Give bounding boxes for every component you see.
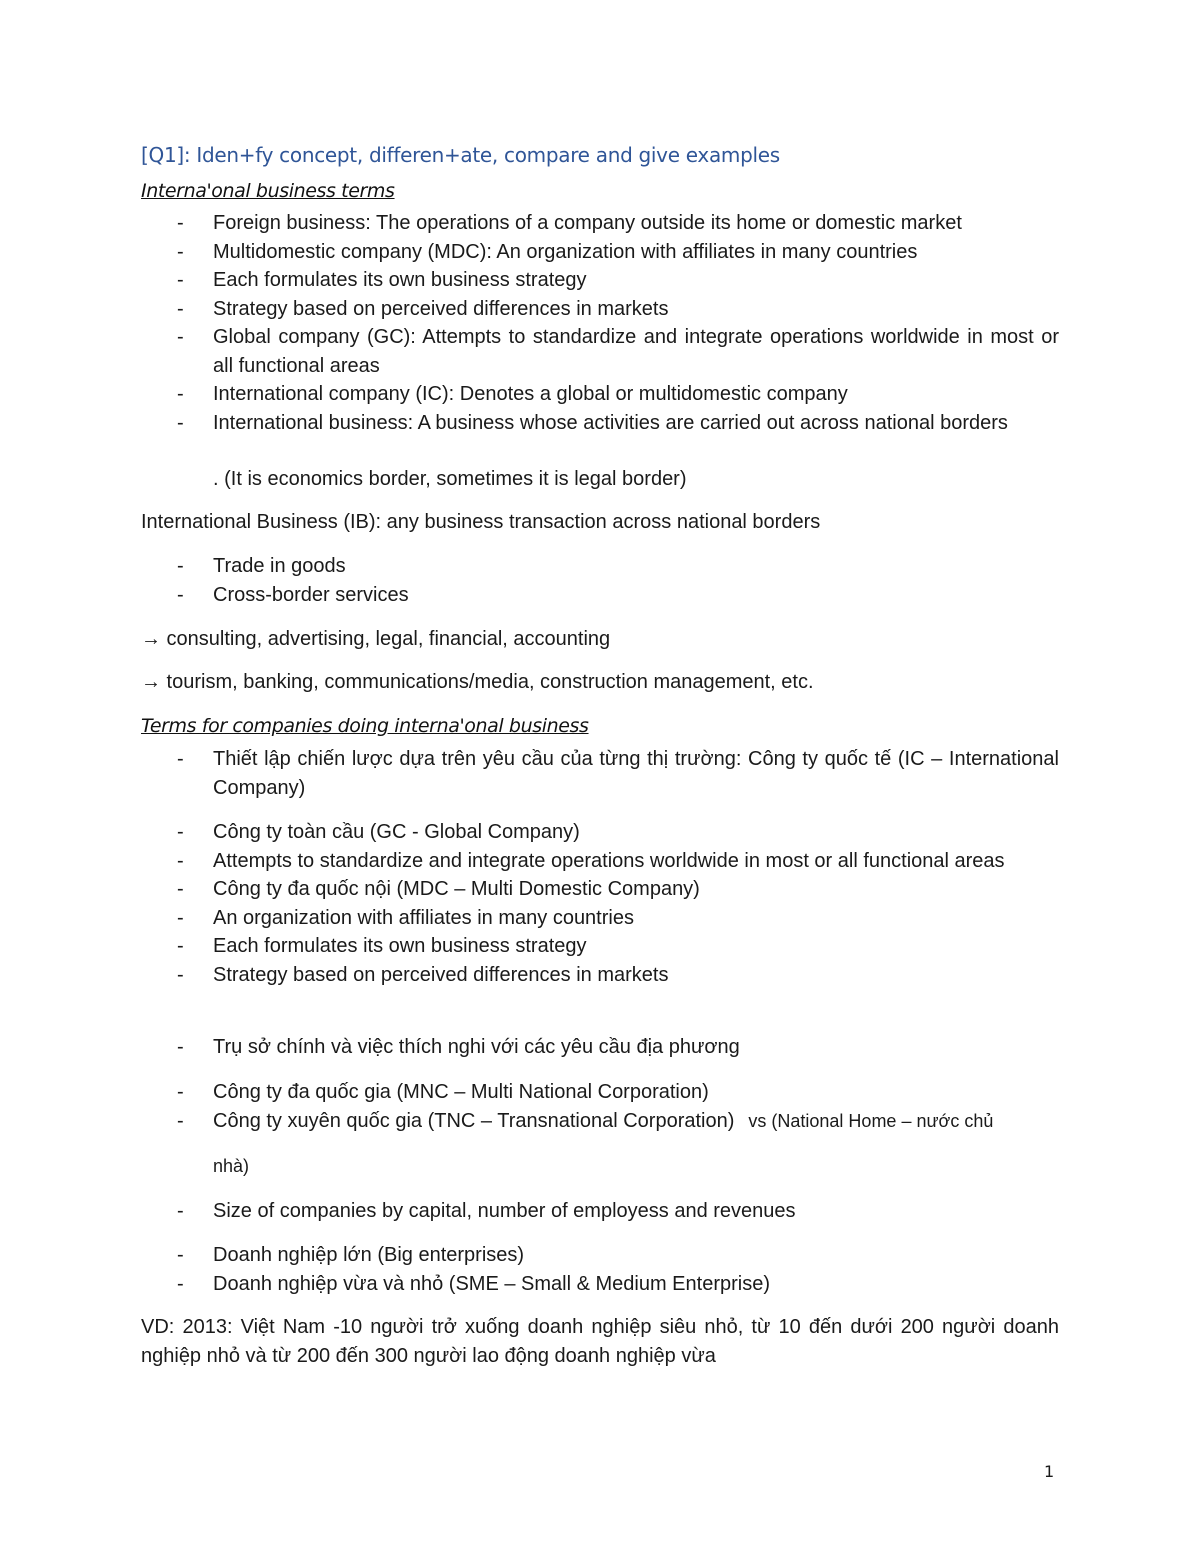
example-paragraph: VD: 2013: Việt Nam -10 người trở xuống doanh nghiệp siêu nhỏ, từ 10 đến dưới 200 người doanh nghiệp nhỏ và từ 200 đến 300 người lao động doanh nghiệp vừa [141,1316,1059,1367]
list-item: - International business: A business whose activities are carried out across national borders [177,411,1008,434]
company-terms-list-a [141,745,1059,802]
arrow-line-sectors: → tourism, banking, communications/media, construction management, etc. [141,671,814,693]
page-number: 1 [1044,1462,1055,1481]
list-item: - Strategy based on perceived differences in markets [177,297,669,320]
list-item: - Cross-border services [177,583,409,606]
section-title-international-business-terms: Interna'onal business terms [141,180,395,202]
company-terms-list-c [141,1033,1059,1062]
list-item: - Công ty xuyên quốc gia (TNC – Transnational Corporation) vs (National Home – nước chủ [177,1109,994,1132]
list-item: - Thiết lập chiến lược dựa trên yêu cầu của từng thị trường: Công ty quốc tế (IC – International Company) [177,748,1059,799]
list-item: - Foreign business: The operations of a company outside its home or domestic market [177,212,962,234]
company-terms-list-f [141,1241,1059,1298]
list-item: - Multidomestic company (MDC): An organization with affiliates in many countries [177,240,918,263]
company-terms-list-e [141,1197,1059,1226]
ib-items-list [141,552,1059,609]
company-terms-list-b [141,818,1059,989]
tnc-suffix: vs (National Home – nước chủ [748,1110,994,1131]
list-item: - Công ty đa quốc nội (MDC – Multi Domestic Company) [177,878,700,900]
international-business-terms-list [141,209,1059,437]
list-item: - Trụ sở chính và việc thích nghi với các yêu cầu địa phương [177,1036,740,1058]
list-item: - Attempts to standardize and integrate operations worldwide in most or all functional areas [177,849,1005,872]
ib-definition: International Business (IB): any business transaction across national borders [141,511,821,533]
list-item: - Global company (GC): Attempts to standardize and integrate operations worldwide in most or all functional areas [177,326,1059,377]
list-item: - Doanh nghiệp vừa và nhỏ (SME – Small & Medium Enterprise) [177,1272,770,1295]
list-item: - Công ty đa quốc gia (MNC – Multi National Corporation) [177,1081,709,1103]
list-item: - Công ty toàn cầu (GC - Global Company) [177,821,580,843]
tnc-continuation: nhà) [213,1156,250,1176]
list-item: - Doanh nghiệp lớn (Big enterprises) [177,1244,525,1266]
arrow-line-services: → consulting, advertising, legal, financial, accounting [141,628,611,650]
list-item: - International company (IC): Denotes a global or multidomestic company [177,383,848,405]
list-item: - Each formulates its own business strategy [177,269,587,291]
list-item: - Each formulates its own business strategy [177,935,587,957]
list-item: - Strategy based on perceived differences in markets [177,963,669,986]
list-item: - Trade in goods [177,555,346,577]
list-item: - An organization with affiliates in many countries [177,906,634,929]
company-terms-list-d [141,1078,1059,1135]
question-heading: [Q1]: Iden+fy concept, differen+ate, compare and give examples [141,143,780,167]
section-title-company-terms: Terms for companies doing interna'onal business [141,715,589,737]
border-note: . (It is economics border, sometimes it is legal border) [213,468,687,490]
list-item: - Size of companies by capital, number of employess and revenues [177,1200,796,1222]
